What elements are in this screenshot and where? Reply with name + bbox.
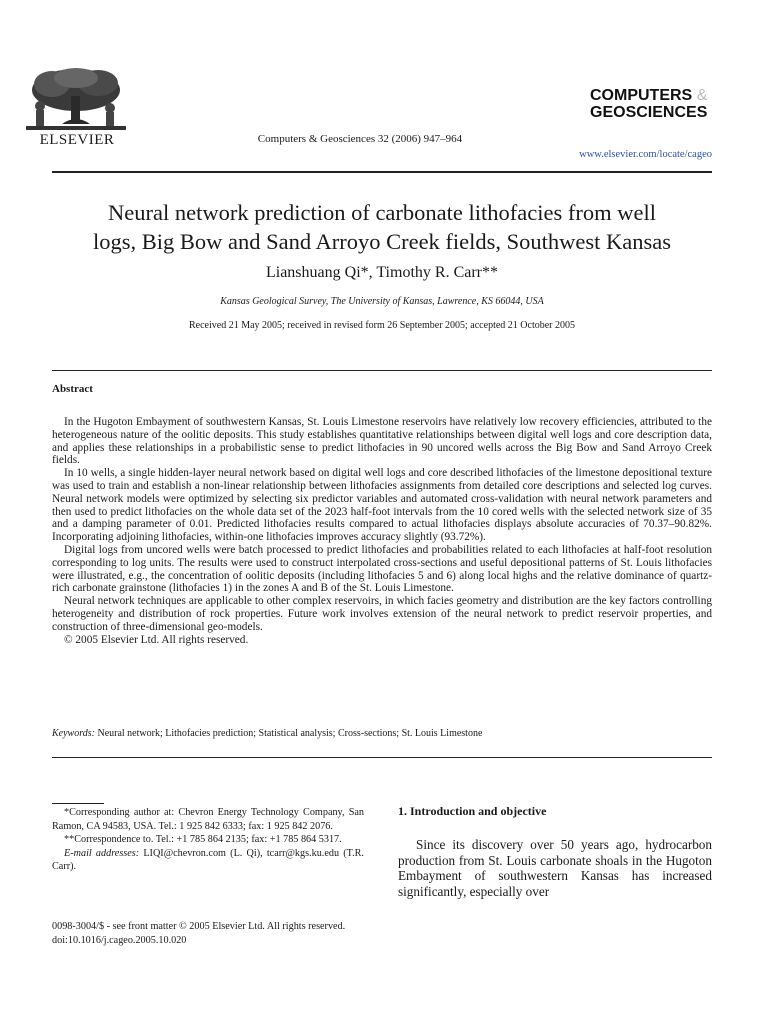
intro-paragraph: Since its discovery over 50 years ago, hydrocarbon production from St. Louis carbonate shoals in the Hugoton Embayment of southwestern Kansas has increased significantly, especially over [398,837,712,899]
keywords-text: Neural network; Lithofacies prediction; Statistical analysis; Cross-sections; St. Louis Limestone [97,728,483,739]
author-affiliation: Kansas Geological Survey, The University of Kansas, Lawrence, KS 66044, USA [220,296,544,307]
abstract-heading: Abstract [52,383,93,395]
header-divider [52,171,712,173]
publisher-name: ELSEVIER [39,132,115,148]
abstract-paragraph-4: Neural network techniques are applicable to other complex reservoirs, in which facies geometry and distribution are the key factors controlling heterogeneity and distribution of rock properties. Future work involves extension of the neural network to predict reservoir properties, and construction of three-dimensional geo-models. [52,595,712,633]
journal-logo [590,87,730,121]
footnote-corresponding-author: *Corresponding author at: Chevron Energy Technology Company, San Ramon, CA 94583, USA. Tel.: 1 925 842 6333; fax: 1 925 842 2076. [52,807,364,832]
journal-url-link[interactable]: www.elsevier.com/locate/cageo [579,149,712,160]
tree-icon [22,66,130,132]
abstract-bottom-divider [52,757,712,758]
email-addresses[interactable]: LIQI@chevron.com (L. Qi), tcarr@kgs.ku.edu (T.R. Carr). [52,847,364,873]
copyright-line: © 2005 Elsevier Ltd. All rights reserved. [64,633,249,646]
keywords-label: Keywords: [52,728,95,739]
footnotes [52,806,364,874]
journal-logo-line2: GEOSCIENCES [590,104,708,121]
article-authors: Lianshuang Qi*, Timothy R. Carr** [265,264,498,281]
section-heading: 1. Introduction and objective [398,804,547,818]
email-label: E-mail addresses: [64,847,140,859]
journal-logo-amp: & [696,87,708,104]
front-matter [52,920,412,947]
introduction-text [398,837,712,899]
article-title [52,198,712,256]
footnote-divider [52,803,104,804]
title-line-1: Neural network prediction of carbonate lithofacies from well [108,200,656,225]
title-line-2: logs, Big Bow and Sand Arroyo Creek fields, Southwest Kansas [92,229,672,254]
abstract-body [52,416,712,646]
doi-link[interactable]: doi:10.1016/j.cageo.2005.10.020 [52,934,187,946]
front-matter-line: 0098-3004/$ - see front matter © 2005 Elsevier Ltd. All rights reserved. [52,921,346,932]
journal-reference: Computers & Geosciences 32 (2006) 947–964 [257,133,463,145]
keywords [52,728,712,739]
journal-logo-line1: COMPUTERS [590,87,693,104]
abstract-paragraph-3: Digital logs from uncored wells were batch processed to predict lithofacies and probabilities related to each lithofacies at half-foot resolution corresponding to log units. The results were used to construct interpolated cross-sections and useful depositional patterns of St. Louis lithofacies were illustrated, e.g., the concentration of oolitic deposits (including lithofacies 5 and 6) along local highs and the relative dominance of quartz-rich carbonate grainstone (lithofacies 1) in the zones A and B of the St. Louis Limestone. [52,543,712,595]
article-dates: Received 21 May 2005; received in revised form 26 September 2005; accepted 21 October 2005 [189,320,575,331]
abstract-paragraph-1: In the Hugoton Embayment of southwestern Kansas, St. Louis Limestone reservoirs have relatively low recovery efficiencies, attributed to the heterogeneous nature of the oolitic deposits. This study establishes quantitative relationships between digital well logs and core description data, and applies these relationships in a probabilistic sense to predict lithofacies in 90 uncored wells across the Big Bow and Sand Arroyo Creek fields. [52,416,712,467]
footnote-email [52,847,364,874]
abstract-paragraph-2: In 10 wells, a single hidden-layer neural network based on digital well logs and core described lithofacies of the limestone depositional texture was used to train and establish a non-linear relationship between lithofacies assignments from detailed core descriptions and selected log curves. Neural network models were optimized by selecting six predictor variables and automated cross-validation with neural network parameters and then used to predict lithofacies on the whole data set of the 2023 half-foot intervals from the 10 cored wells with the selected network size of 35 and a damping parameter of 0.01. Predicted lithofacies results compared to actual lithofacies displays absolute accuracies of 70.37–90.82%. Incorporating adjoining lithofacies, within-one lithofacies improves accuracy slightly (93.72%). [52,467,712,544]
footnote-correspondence: **Correspondence to. Tel.: +1 785 864 2135; fax: +1 785 864 5317. [64,834,342,846]
abstract-top-divider [52,370,712,371]
